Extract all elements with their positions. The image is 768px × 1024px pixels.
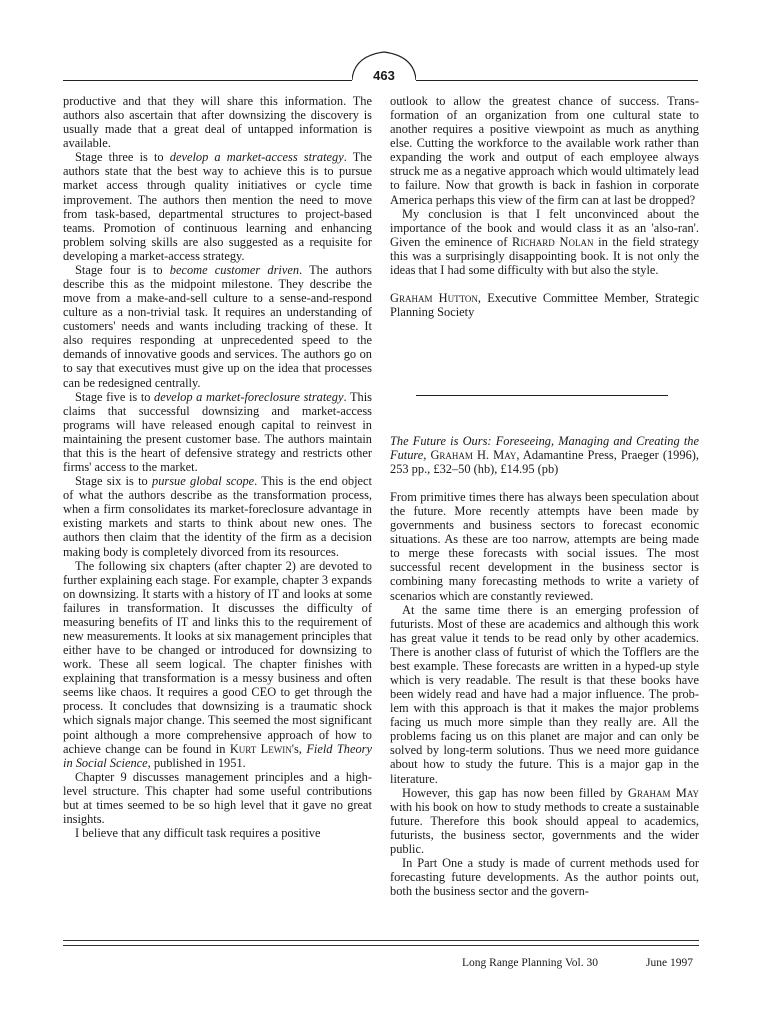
book-title: The Future is Ours: Foreseeing, Managing and Creating the Future (390, 434, 699, 463)
header-rule-right (416, 80, 698, 81)
paragraph: My conclusion is that I felt unconvinced about the importance of the book and would class it as an 'also-ran'. Given the eminence of Richard Nolan in the field strategy this was a surprisingly disappointing book. It is not only the ideas that I had some difficulty with but also the style. (390, 206, 699, 277)
header-rule-left (63, 80, 352, 81)
left-column (63, 94, 372, 840)
paragraph: At the same time there is an emerging profession of futurists. Most of these are academics and although this work has great value it tends to be read only by other academics. There is another class of futurist of which the Tofflers are the best example. These forecasts are written in a hyped-up style which is very readable. The result is that these books have been widely read and have had a major influence. The problem with this approach is that it makes the major problems facing us much more simple than they really are. All the problems facing us on this planet are major and can only be solved by long-term solutions. Thus we need more guidance about how to study the future. This is a major gap in the literature. (390, 602, 699, 786)
right-column (390, 94, 699, 319)
paragraph: In Part One a study is made of current methods used for forecasting future developments. As the author points out, both the business sector and the govern- (390, 856, 699, 899)
paragraph: outlook to allow the greatest chance of success. Transformation of an organization from one cultural state to another requires a positive viewpoint as much as anything else. Cutting the workforce to the available work rather than expanding the work and output of each employee always struck me as a negative approach which would ultimately lead to failure. Now that growth is back in fashion in corporate America perhaps this view of the firm can at last be dropped? (390, 94, 699, 207)
section-divider (416, 395, 668, 396)
paragraph: productive and that they will share this information. The authors also ascertain that after downsizing the discovery is usually made that a great deal of untapped information is available. (63, 94, 372, 151)
paragraph: Stage six is to pursue global scope. This is the end object of what the authors describe as the transformation process, when a firm consolidates its market-foreclosure advantage in existing markets and starts to think about new ones. The authors then claim that the identity of the firm as a decision making body is completely divorced from its resources. (63, 474, 372, 559)
paragraph: I believe that any difficult task requires a positive (75, 826, 321, 841)
author-name: Richard Nolan (512, 234, 594, 249)
footer-journal: Long Range Planning Vol. 30 (462, 957, 598, 969)
paragraph: However, this gap has now been filled by Graham May with his book on how to study methods to create a sustainable future. Therefore this book should appeal to academics, futurists, the business sector, governments and the wider public. (390, 785, 699, 856)
paragraph: Stage four is to become customer driven. The authors describe this as the midpoint milestone. They describe the move from a make-and-sell culture to a sense-and-respond culture as a non-trivial task. It requires an understanding of customers' needs and wants including tracking of these. It also requires responding at unprecedented speed to the demands of innovative goods and services. The authors go on to say that executives must give up on the idea that processes can be redesigned centrally. (63, 262, 372, 390)
author-name: Graham May (628, 785, 699, 800)
review-body (390, 490, 699, 898)
footer-rule-bottom (63, 945, 699, 946)
page-number: 463 (373, 68, 395, 83)
footer-rule-top (63, 940, 699, 941)
reviewer-signature: Graham Hutton, Executive Committee Member, Strategic Planning Society (390, 291, 699, 320)
paragraph: Stage three is to develop a market-access strategy. The authors state that the best way to achieve this is to pursue market access through quality initiatives or cycle time improvement. The authors then mention the need to move from task-based, departmental structures to project-based teams. Promotion of continuous learning and enhancing problem solving skills are also suggested as a requisite for developing a market-access strategy. (63, 150, 372, 263)
review-heading: The Future is Ours: Foreseeing, Managing and Creating the Future, Graham H. May, Adamantine Press, Praeger (1996), 253 pp., £32–50 (hb), £14.95 (pb) (390, 434, 699, 477)
footer-date: June 1997 (646, 957, 693, 969)
book-author: Graham H. May (430, 448, 517, 463)
paragraph: Chapter 9 discusses management principles and a high-level structure. This chapter had some useful contributions but at times seemed to be so high level that it gave no great insights. (63, 769, 372, 826)
book-title: Field Theory in Social Science (63, 741, 372, 770)
paragraph: From primitive times there has always been speculation about the future. More recently attempts have been made by governments and business sectors to forecast economic situations. As these are too narrow, attempts are being made to merge these forecasts with social issues. The most successful recent development in the business sector is combining many forecasting methods to write a variety of scenarios which are constantly reviewed. (390, 490, 699, 603)
paragraph: The following six chapters (after chapter 2) are devoted to further explaining each stage. For example, chapter 3 expands on downsizing. It starts with a history of IT and looks at some failures in transformation. It discusses the difficulty of measuring benefits of IT and links this to the requirement of new measurements. It looks at six management principles that either have to be changed or introduced for downsizing to work. These all seem logical. The chapter finishes with explaining that transformation is a messy business and often seems like chaos. It requires a good CEO to get through the process. It concludes that downsizing is a traumatic shock which signals major change. This seemed the most significant point although a more comprehensive approach of how to achieve change can be found in Kurt Lewin's, Field Theory in Social Science, published in 1951. (63, 558, 372, 770)
author-name: Kurt Lewin (229, 741, 292, 756)
paragraph: Stage five is to develop a market-foreclosure strategy. This claims that successful downsizing and market-access programs will have released enough capital to reinvest in maintaining the present customer base. The authors maintain that this is the heart of defensive strategy and restricts other firms' access to the market. (63, 389, 373, 475)
